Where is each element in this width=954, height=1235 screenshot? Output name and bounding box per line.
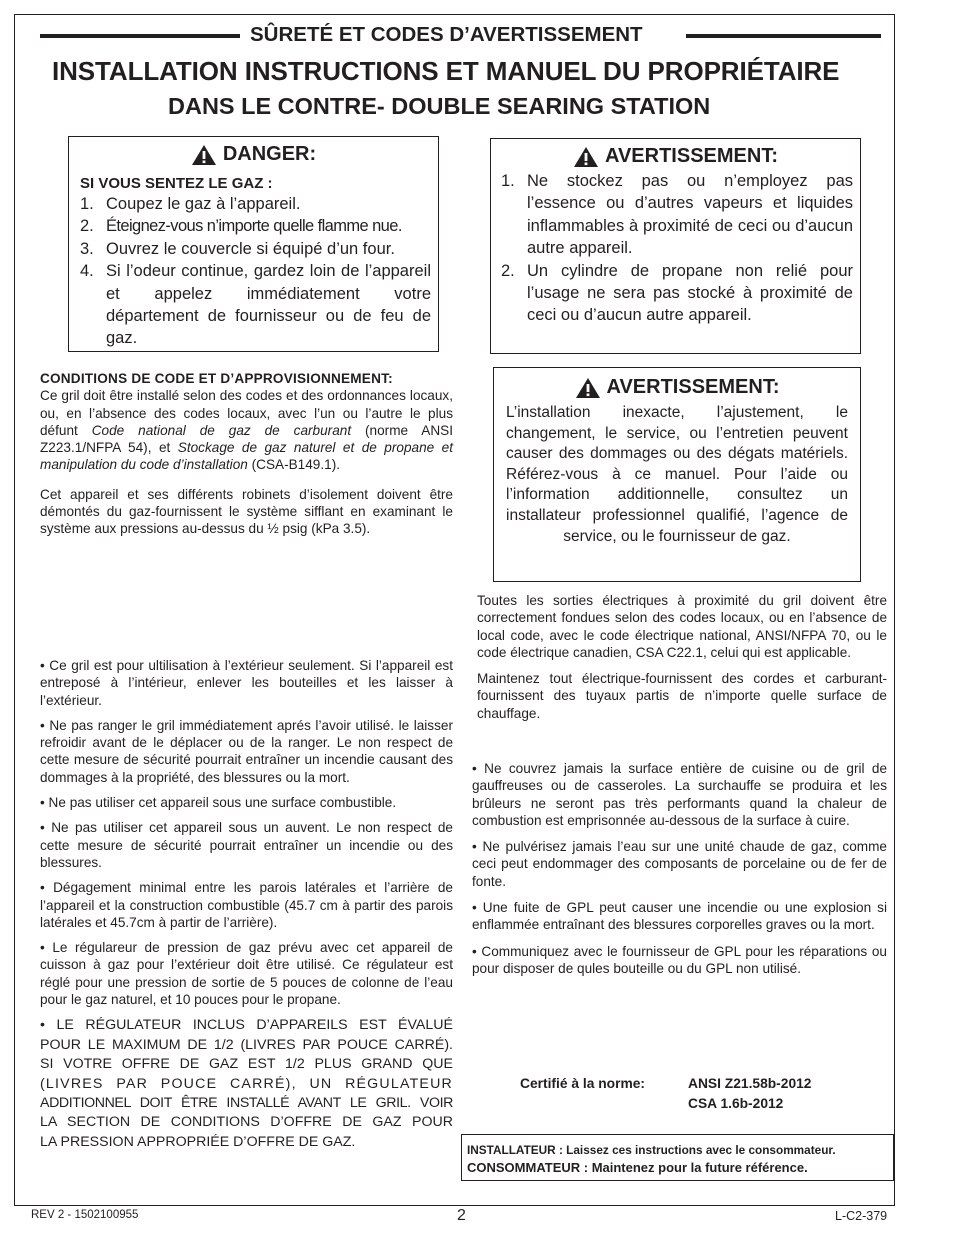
regulator-warning: • LE RÉGULATEUR INCLUS D’APPAREILS EST ÉVALUÉ POUR LE MAXIMUM DE 1/2 (LIVRES PAR POUCE CARRÉ). SI VOTRE OFFRE DE GAZ EST 1/2 PLUS GRAND QUE (LIVRES PAR POUCE CARRÉ), UN RÉGULATEUR ADDITIONNEL DOIT ÊTRE INSTALLÉ AVANT LE GRIL. VOIR LA SECTION DE CONDITIONS D’OFFRE DE GAZ POUR LA PRESSION APPROPRIÉE D’OFFRE DE GAZ.: [40, 1017, 453, 1150]
list-item: • Dégagement minimal entre les parois latérales et l’arrière de l’appareil et la construction combustible (45.7 cm à partir des parois latérales et 45.7cm à partir de l’arrière).: [40, 880, 453, 930]
warning-triangle-icon: [573, 146, 599, 168]
consumer-line: CONSOMMATEUR : Maintenez pour la future référence.: [467, 1160, 808, 1175]
list-item: 1. Coupez le gaz à l’appareil.: [80, 195, 301, 213]
right-column: [477, 592, 887, 730]
certification-label: Certifié à la norme:: [520, 1076, 645, 1091]
section-label: SÛRETÉ ET CODES D’AVERTISSEMENT: [250, 23, 643, 46]
list-item: 3. Ouvrez le couvercle si équipé d’un four.: [80, 239, 395, 258]
list-item: 1. Ne stockez pas ou n’employez pas l’essence ou d’autres vapeurs et liquides inflammables à proximité de ceci ou d’aucun autre appareil.: [501, 172, 853, 258]
page-subtitle: DANS LE CONTRE- DOUBLE SEARING STATION: [168, 93, 711, 119]
document-code: L-C2-379: [835, 1209, 888, 1223]
page-number: 2: [457, 1207, 466, 1224]
list-item: • Ne couvrez jamais la surface entière de cuisine ou de gril de gauffreuses ou de casseroles. La surchauffe se produira et les brûleurs ne seront pas très performants quand la chaleur de combustion est emprisonnée au-dessous de la surface à cuire.: [472, 761, 887, 828]
list-item: • Ne pulvérisez jamais l’eau sur une unité chaude de gaz, comme ceci peut endommager des composants de porcelaine ou de fer de fonte.: [472, 839, 887, 889]
danger-box: [68, 136, 439, 352]
left-bullets: [40, 657, 453, 1152]
list-item: • Ne pas utiliser cet appareil sous une surface combustible.: [40, 795, 397, 811]
list-item: • Une fuite de GPL peut causer une incendie ou une explosion si enflammée entraînant des blessures corporelles graves ou la mort.: [472, 900, 887, 933]
list-item: • Le régulareur de pression de gaz prévu avec cet appareil de cuisson à gaz pour l’extérieur doit être utilisé. Ce régulateur est réglé pour une pression de sortie de 5 pouces de colonne de l’eau pour le gaz naturel, et 10 pouces pour le propane.: [40, 940, 453, 1008]
right-bullets: [472, 760, 887, 985]
list-item: 4. Si l’odeur continue, gardez loin de l’appareil et appelez immédiatement votre département de fournisseur ou de feu de gaz.: [80, 262, 431, 348]
page-title: INSTALLATION INSTRUCTIONS ET MANUEL DU PROPRIÉTAIRE: [52, 56, 840, 86]
warning-triangle-icon: [191, 144, 217, 166]
code-conditions: [40, 370, 453, 548]
certification-standard-csa: CSA 1.6b-2012: [688, 1096, 784, 1111]
cords-paragraph: Maintenez tout électrique-fournissent des cordes et carburant-fournissent des tuyaux partis de n’importe quelle surface de chauffage.: [477, 671, 887, 721]
revision-label: REV 2 - 1502100955: [31, 1209, 139, 1221]
list-item: • Communiquez avec le fournisseur de GPL pour les réparations ou pour disposer de qules bouteille ou du GPL non utilisé.: [472, 943, 887, 976]
installer-line: INSTALLATEUR : Laissez ces instructions avec le consommateur.: [467, 1143, 836, 1157]
list-item: • Ne pas ranger le gril immédiatement aprés l’avoir utilisé. le laisser refroidir avant de le déplacer ou de la ranger. Le non respect de cette mesure de sécurité pourrait entraîner un incendie causant des dommages à la propriété, des blessures ou la mort.: [40, 717, 453, 785]
warning-box-storage: [490, 138, 861, 354]
danger-list: [80, 193, 431, 350]
isolation-valve-paragraph: Cet appareil et ses différents robinets d’isolement doivent être démontés du gaz-fournissent le système sifflant en examinant le système aux pressions au-dessus du ½ psig (kPa 3.5).: [40, 486, 453, 537]
list-item: 2. Un cylindre de propane non relié pour l’usage ne sera pas stocké à proximité de ceci ou d’aucun autre appareil.: [501, 261, 853, 325]
code-conditions-paragraph: Ce gril doit être installé selon des codes et des ordonnances locaux, ou, en l’absence des codes locaux, avec l’un ou l’autre le plus défunt Code national de gaz de carburant (norme ANSI Z223.1/NFPA 54), et Stockage de gaz naturel et de propane et manipulation du code d’installation (CSA-B149.1).: [40, 388, 454, 473]
header-rule-right: [686, 34, 881, 38]
code-conditions-heading: CONDITIONS DE CODE ET D’APPROVISIONNEMENT:: [40, 371, 393, 386]
warning-list: [501, 170, 853, 327]
warning-triangle-icon: [575, 377, 601, 399]
list-item: • Ce gril est pour ultilisation à l’extérieur seulement. Si l’appareil est entreposé à l’intérieur, enlever les bouteilles et les laisser à l’extérieur.: [40, 658, 453, 708]
warning-heading: AVERTISSEMENT:: [494, 376, 860, 399]
certification-standard-ansi: ANSI Z21.58b-2012: [688, 1076, 812, 1091]
danger-subheading: SI VOUS SENTEZ LE GAZ :: [80, 175, 273, 192]
warning-heading: AVERTISSEMENT:: [491, 145, 860, 168]
header-rule-left: [40, 34, 240, 38]
installer-note-box: [461, 1134, 894, 1181]
list-item: • Ne pas utiliser cet appareil sous un auvent. Le non respect de cette mesure de sécurité pourrait entraîner un incendie ou des blessures.: [40, 820, 453, 870]
list-item: 2. Éteignez-vous n’importe quelle flamme nue.: [80, 217, 402, 236]
warning-text: L’installation inexacte, l’ajustement, le changement, le service, ou l’entretien peuvent causer des dommages ou des dégats matériels. Référez-vous à ce manuel. Pour l’aide ou l’information additionnelle, consultez un installateur professionnel qualifié, l’agence de service, ou le fournisseur de gaz.: [506, 404, 848, 545]
electrical-outlets-paragraph: Toutes les sorties électriques à proximité du gril doivent être correctement fondues selon des codes locaux, ou en l’absence de local code, avec le code électrique national, ANSI/NFPA 70, ou le code électrique canadien, CSA C22.1, celui qui est applicable.: [477, 593, 887, 660]
warning-box-installation: [493, 367, 861, 582]
danger-heading: DANGER:: [69, 143, 438, 166]
